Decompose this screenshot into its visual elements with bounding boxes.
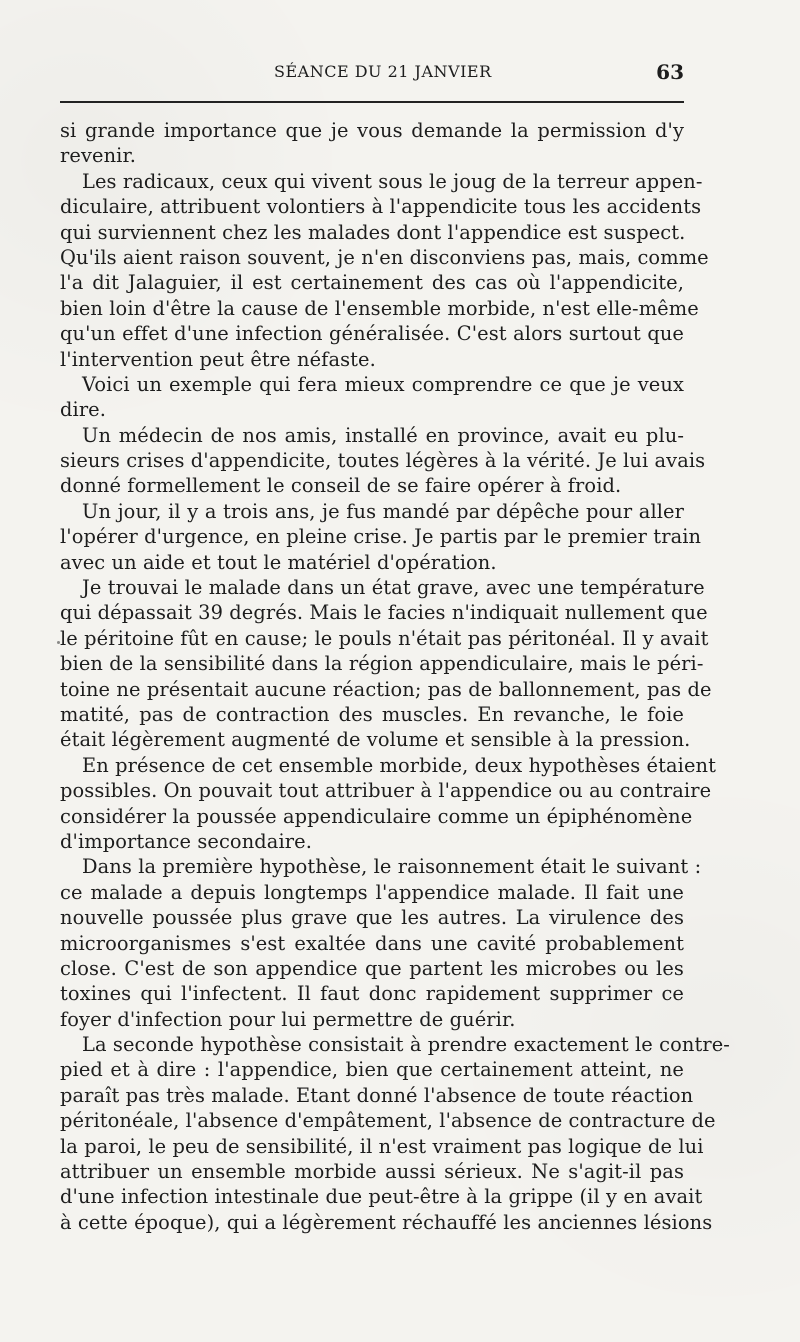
body-text bbox=[60, 118, 730, 1235]
text-line: diculaire, attribuent volontiers à l'appendicite tous les accidents bbox=[60, 195, 702, 219]
text-line: En présence de cet ensemble morbide, deux hypothèses étaient bbox=[82, 753, 716, 777]
text-line: Les radicaux, ceux qui vivent sous le joug de la terreur appen- bbox=[82, 169, 703, 193]
text-line: bien de la sensibilité dans la région appendiculaire, mais le péri- bbox=[60, 652, 704, 676]
text-line: avec un aide et tout le matériel d'opération. bbox=[60, 550, 497, 574]
page-number: 63 bbox=[656, 60, 684, 84]
text-line: Un médecin de nos amis, installé en province, avait eu plu- bbox=[82, 423, 684, 447]
text-line: microorganismes s'est exaltée dans une cavité probablement bbox=[60, 931, 684, 955]
text-line: nouvelle poussée plus grave que les autres. La virulence des bbox=[60, 906, 684, 930]
text-line: considérer la poussée appendiculaire comme un épiphénomène bbox=[60, 804, 693, 828]
text-line: toxines qui l'infectent. Il faut donc rapidement supprimer ce bbox=[60, 982, 684, 1006]
text-line: ce malade a depuis longtemps l'appendice malade. Il fait une bbox=[60, 880, 684, 904]
text-line: revenir. bbox=[60, 144, 136, 168]
text-line: l'a dit Jalaguier, il est certainement des cas où l'appendicite, bbox=[60, 271, 684, 295]
running-header bbox=[60, 58, 684, 86]
text-line: La seconde hypothèse consistait à prendre exactement le contre- bbox=[82, 1033, 730, 1057]
text-line: le péritoine fût en cause; le pouls n'était pas péritonéal. Il y avait bbox=[60, 626, 709, 650]
text-line: sieurs crises d'appendicite, toutes légères à la vérité. Je lui avais bbox=[60, 449, 706, 473]
text-line: possibles. On pouvait tout attribuer à l'appendice ou au contraire bbox=[60, 779, 712, 803]
text-line: Voici un exemple qui fera mieux comprendre ce que je veux bbox=[82, 372, 684, 396]
text-line: Dans la première hypothèse, le raisonnement était le suivant : bbox=[82, 855, 702, 879]
text-line: pied et à dire : l'appendice, bien que certainement atteint, ne bbox=[60, 1058, 684, 1082]
text-line: d'une infection intestinale due peut-être à la grippe (il y en avait bbox=[60, 1185, 703, 1209]
text-line: bien loin d'être la cause de l'ensemble morbide, n'est elle-même bbox=[60, 296, 699, 320]
text-line: paraît pas très malade. Etant donné l'absence de toute réaction bbox=[60, 1083, 694, 1107]
text-line: Je trouvai le malade dans un état grave, avec une température bbox=[82, 576, 705, 600]
header-rule bbox=[60, 101, 684, 103]
text-line: close. C'est de son appendice que partent les microbes ou les bbox=[60, 956, 684, 980]
text-line: qui surviennent chez les malades dont l'appendice est suspect. bbox=[60, 220, 686, 244]
text-line: péritonéale, l'absence d'empâtement, l'absence de contracture de bbox=[60, 1109, 716, 1133]
text-line: la paroi, le peu de sensibilité, il n'est vraiment pas logique de lui bbox=[60, 1134, 704, 1158]
text-line: Qu'ils aient raison souvent, je n'en disconviens pas, mais, comme bbox=[60, 245, 709, 269]
text-line: d'importance secondaire. bbox=[60, 829, 312, 853]
text-line: si grande importance que je vous demande la permission d'y bbox=[60, 119, 684, 142]
text-line: dire. bbox=[60, 398, 107, 422]
text-line: à cette époque), qui a légèrement réchauffé les anciennes lésions bbox=[60, 1210, 713, 1234]
text-line: attribuer un ensemble morbide aussi sérieux. Ne s'agit-il pas bbox=[60, 1160, 684, 1184]
running-title: SÉANCE DU 21 JANVIER bbox=[274, 62, 492, 81]
text-line: l'opérer d'urgence, en pleine crise. Je partis par le premier train bbox=[60, 525, 702, 549]
text-line: foyer d'infection pour lui permettre de guérir. bbox=[60, 1007, 516, 1031]
scan-speck bbox=[57, 641, 60, 644]
text-line: Un jour, il y a trois ans, je fus mandé par dépêche pour aller bbox=[82, 499, 684, 523]
text-line: matité, pas de contraction des muscles. En revanche, le foie bbox=[60, 702, 684, 726]
text-line: l'intervention peut être néfaste. bbox=[60, 347, 376, 371]
text-line: était légèrement augmenté de volume et sensible à la pression. bbox=[60, 728, 691, 752]
text-line: qu'un effet d'une infection généralisée. C'est alors surtout que bbox=[60, 322, 684, 346]
text-line: toine ne présentait aucune réaction; pas de ballonnement, pas de bbox=[60, 677, 712, 701]
text-line: qui dépassait 39 degrés. Mais le facies n'indiquait nullement que bbox=[60, 601, 708, 625]
text-line: donné formellement le conseil de se faire opérer à froid. bbox=[60, 474, 622, 498]
